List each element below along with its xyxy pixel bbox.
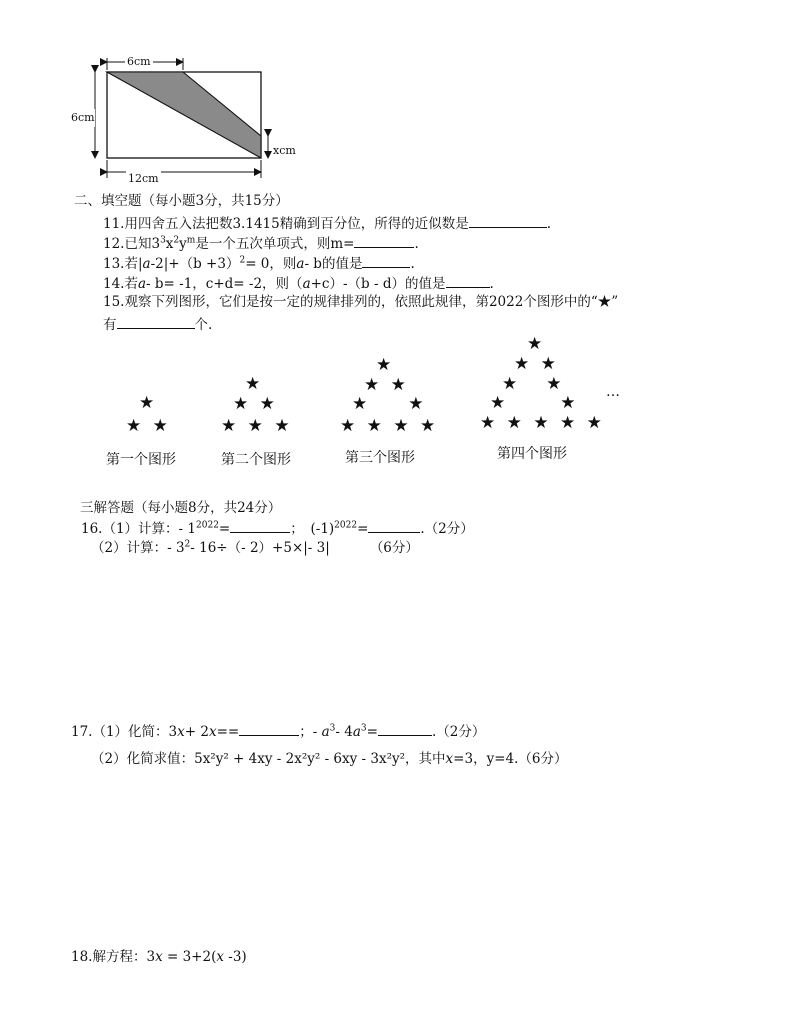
- star-icon: ★: [393, 416, 412, 436]
- star-icon: ★: [527, 334, 546, 354]
- geometry-figure: [65, 50, 315, 190]
- star-icon: ★: [364, 375, 383, 395]
- ellipsis: …: [606, 384, 620, 400]
- section-3-title: 三解答题（每小题8分，共24分）: [80, 500, 282, 516]
- caption-figure-4: 第四个图形: [497, 446, 567, 462]
- star-icon: ★: [340, 416, 359, 436]
- star-icon: ★: [533, 413, 552, 433]
- star-icon: ★: [540, 354, 559, 374]
- question-17-part-2: （2）化简求值：5x²y² + 4xy - 2x²y² - 6xy - 3x²y²，其中x=3，y=4.（6分）: [91, 751, 568, 767]
- question-11: 11.用四舍五入法把数3.1415精确到百分位，所得的近似数是 .: [103, 213, 551, 233]
- star-icon: ★: [366, 416, 385, 436]
- star-icon: ★: [245, 374, 264, 394]
- star-icon: ★: [139, 393, 158, 413]
- star-icon: ★: [247, 416, 266, 436]
- star-icon: ★: [259, 394, 278, 414]
- star-icon: ★: [274, 416, 293, 436]
- star-icon: ★: [546, 374, 565, 394]
- star-icon: ★: [376, 355, 395, 375]
- question-12: 12.已知$3^3x^2y^m$是一个五次单项式，则m= .: [103, 233, 419, 253]
- star-icon: ★: [419, 416, 439, 436]
- question-16-part-2: （2）计算：- $3^2-$ 16÷（- 2）+5×|- 3| （6分）: [91, 539, 419, 556]
- star-icon: ★: [221, 416, 240, 436]
- star-icon: ★: [480, 413, 499, 433]
- question-18: 18.解方程：3x = 3+2(x -3): [71, 949, 247, 965]
- star-icon: ★: [514, 354, 533, 374]
- figure-bottom-label: 12cm: [126, 170, 161, 188]
- caption-figure-3: 第三个图形: [345, 450, 415, 466]
- star-icon: ★: [490, 393, 509, 413]
- star-icon: ★: [502, 374, 521, 394]
- star-icon: ★: [408, 394, 427, 414]
- star-icon: ★: [586, 413, 605, 433]
- star-icon: ★: [126, 416, 145, 436]
- question-14: 14.若a- b= -1，c+d= -2，则（a+c）-（b - d）的值是 .: [103, 273, 494, 293]
- question-15-line-2: 有 个.: [103, 314, 212, 334]
- question-17-part-1: 17.（1）化简：3x+ 2x== ；- $a^3-$ $4a^3= .(2$分）: [71, 721, 485, 741]
- star-icon: ★: [390, 375, 409, 395]
- star-icon: ★: [152, 416, 171, 436]
- star-icon: ★: [559, 413, 579, 433]
- section-2-title: 二、填空题（每小题3分，共15分）: [74, 193, 289, 209]
- star-icon: ★: [233, 394, 252, 414]
- question-16-part-1: 16.（1）计算：- $1^{2022}=$ ； $(-1)^{2022}= .(2$分）: [81, 518, 474, 538]
- star-icon: ★: [352, 394, 371, 414]
- question-15-line-1: 15.观察下列图形，它们是按一定的规律排列的，依照此规律，第2022个图形中的“★”: [103, 294, 619, 310]
- star-icon: ★: [506, 413, 525, 433]
- figure-left-label: 6cm: [71, 109, 95, 127]
- figure-right-label: xcm: [273, 144, 296, 157]
- question-13: 13.若$|a-2|+(b +3)^2= 0$，则a- b的值是 .: [103, 253, 415, 273]
- caption-figure-1: 第一个图形: [106, 452, 176, 468]
- caption-figure-2: 第二个图形: [221, 452, 291, 468]
- shaded-region: [107, 72, 261, 158]
- star-icon: ★: [560, 393, 579, 413]
- figure-top-label: 6cm: [125, 53, 153, 71]
